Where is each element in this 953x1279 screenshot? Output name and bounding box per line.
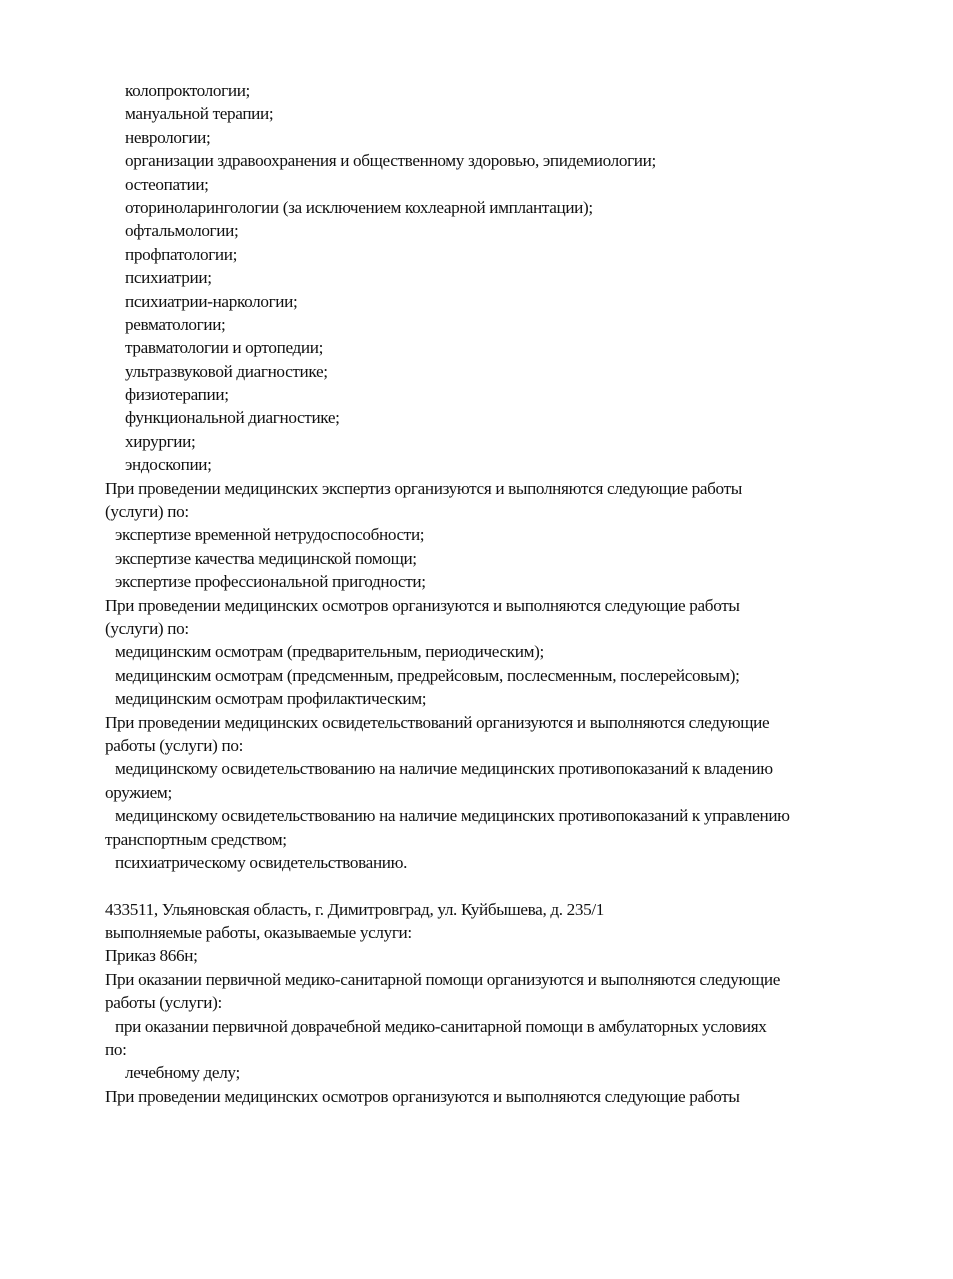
document-line: работы (услуги) по: — [105, 735, 243, 755]
document-line: экспертизе профессиональной пригодности; — [115, 572, 426, 592]
document-line: мануальной терапии; — [125, 104, 274, 124]
document-line: При проведении медицинских осмотров организуются и выполняются следующие работы — [105, 595, 740, 615]
document-line: при оказании первичной доврачебной медико-санитарной помощи в амбулаторных условиях — [115, 1016, 767, 1036]
blank-line — [105, 874, 925, 897]
document-line: офтальмологии; — [125, 221, 239, 241]
document-line: организации здравоохранения и общественному здоровью, эпидемиологии; — [125, 151, 656, 171]
document-line: лечебному делу; — [125, 1063, 240, 1083]
document-line: медицинским осмотрам профилактическим; — [115, 689, 427, 709]
document-line: физиотерапии; — [125, 385, 229, 405]
document-line: транспортным средством; — [105, 829, 287, 849]
document-line: (услуги) по: — [105, 502, 189, 522]
document-line: профпатологии; — [125, 244, 238, 264]
document-line: колопроктологии; — [125, 81, 250, 100]
document-line: эндоскопии; — [125, 455, 212, 475]
document-line: по: — [105, 1040, 127, 1060]
document-line: ревматологии; — [125, 314, 226, 334]
document-line: экспертизе качества медицинской помощи; — [115, 548, 417, 568]
document-line: психиатрии; — [125, 268, 212, 288]
document-line: (услуги) по: — [105, 618, 189, 638]
document-line: травматологии и ортопедии; — [125, 338, 324, 358]
document-line: функциональной диагностике; — [125, 408, 340, 428]
document-line: медицинским осмотрам (предсменным, предрейсовым, послесменным, послерейсовым); — [115, 665, 740, 685]
document-line: 433511, Ульяновская область, г. Димитровград, ул. Куйбышева, д. 235/1 — [105, 899, 605, 919]
document-line: экспертизе временной нетрудоспособности; — [115, 525, 425, 545]
document-line: медицинскому освидетельствованию на наличие медицинских противопоказаний к управлению — [115, 806, 790, 826]
document-page — [105, 79, 925, 1108]
document-line: неврологии; — [125, 127, 211, 147]
document-line: оториноларингологии (за исключением кохлеарной имплантации); — [125, 197, 593, 217]
document-line: При проведении медицинских осмотров организуются и выполняются следующие работы — [105, 1086, 740, 1106]
document-line: психиатрии-наркологии; — [125, 291, 298, 311]
document-line: медицинскому освидетельствованию на наличие медицинских противопоказаний к владению — [115, 759, 773, 779]
document-line: При оказании первичной медико-санитарной помощи организуются и выполняются следующие — [105, 969, 781, 989]
document-line: При проведении медицинских освидетельствований организуются и выполняются следующие — [105, 712, 770, 732]
document-line: остеопатии; — [125, 174, 209, 194]
document-line: работы (услуги): — [105, 993, 222, 1013]
document-line: психиатрическому освидетельствованию. — [115, 852, 408, 872]
document-line: оружием; — [105, 782, 172, 802]
document-line: выполняемые работы, оказываемые услуги: — [105, 923, 412, 943]
document-line: Приказ 866н; — [105, 946, 198, 966]
document-line: хирургии; — [125, 431, 196, 451]
document-line: ультразвуковой диагностике; — [125, 361, 328, 381]
document-line: медицинским осмотрам (предварительным, периодическим); — [115, 642, 544, 662]
document-line: При проведении медицинских экспертиз организуются и выполняются следующие работы — [105, 478, 742, 498]
